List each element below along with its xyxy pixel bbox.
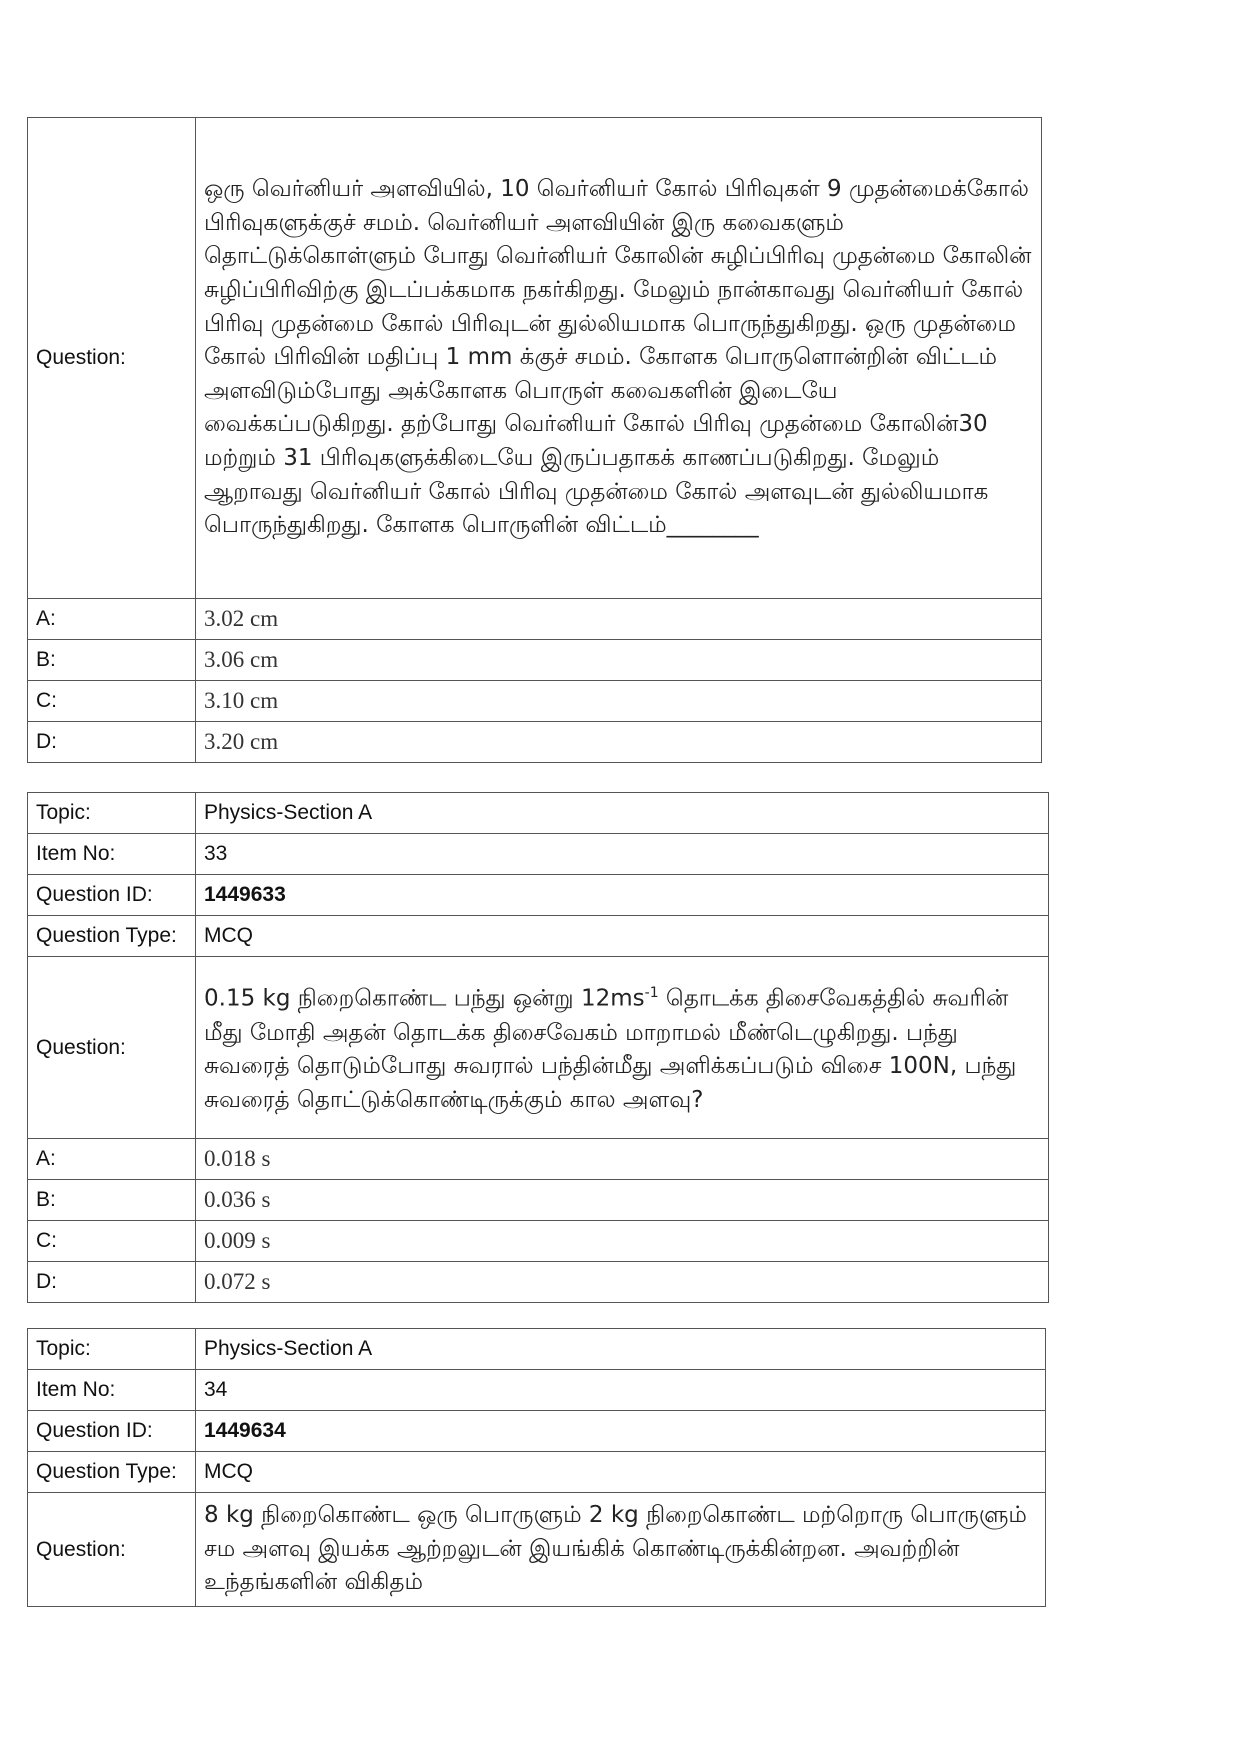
question-label: Question: [28,1493,196,1607]
question-text-part2: தொடக்க திசைவேகத்தில் சுவரின் மீது மோதி அதன் தொடக்க திசைவேகம் மாறாமல் மீண்டெழுகிறது. பந்து சுவரைத் தொடும்போது சுவரால் பந்தின்மீது அளிக்கப்படும் விசை 100N, பந்து சுவரைத் தொட்டுக்கொண்டிருக்கும் கால அளவு? [204,986,1017,1113]
option-b-text: 3.06 cm [196,640,1042,681]
question-type-value: MCQ [196,916,1049,957]
option-c-label: C: [28,1221,196,1262]
question-type-value: MCQ [196,1452,1046,1493]
option-d-text: 3.20 cm [196,722,1042,763]
question-text-part1: 0.15 kg நிறைகொண்ட பந்து ஒன்று 12ms [204,986,645,1013]
option-a-label: A: [28,1139,196,1180]
question-type-label: Question Type: [28,916,196,957]
question-block-34 [27,1328,1046,1607]
option-c-label: C: [28,681,196,722]
option-b-label: B: [28,1180,196,1221]
question-label: Question: [28,118,196,599]
question-id-label: Question ID: [28,1411,196,1452]
option-d-text: 0.072 s [196,1262,1049,1303]
option-c-text: 0.009 s [196,1221,1049,1262]
question-text: ஒரு வெர்னியர் அளவியில், 10 வெர்னியர் கோல் பிரிவுகள் 9 முதன்மைக்கோல் பிரிவுகளுக்குச் சமம். வெர்னியர் அளவியின் இரு கவைகளும் தொட்டுக்கொள்ளும் போது வெர்னியர் கோலின் சுழிப்பிரிவு முதன்மை கோலின் சுழிப்பிரிவிற்கு இடப்பக்கமாக நகர்கிறது. மேலும் நான்காவது வெர்னியர் கோல் பிரிவு முதன்மை கோல் பிரிவுடன் துல்லியமாக பொருந்துகிறது. ஒரு முதன்மை கோல் பிரிவின் மதிப்பு 1 mm க்குச் சமம். கோளக பொருளொன்றின் விட்டம் அளவிடும்போது அக்கோளக பொருள் கவைகளின் இடையே வைக்கப்படுகிறது. தற்போது வெர்னியர் கோல் பிரிவு முதன்மை கோலின்30 மற்றும் 31 பிரிவுகளுக்கிடையே இருப்பதாகக் காணப்படுகிறது. மேலும் ஆறாவது வெர்னியர் கோல் பிரிவு முதன்மை கோல் அளவுடன் துல்லியமாக பொருந்துகிறது. கோளக பொருளின் விட்டம்________ [196,118,1042,599]
option-d-label: D: [28,722,196,763]
question-text: 8 kg நிறைகொண்ட ஒரு பொருளும் 2 kg நிறைகொண்ட மற்றொரு பொருளும் சம அளவு இயக்க ஆற்றலுடன் இயங்கிக் கொண்டிருக்கின்றன. அவற்றின் உந்தங்களின் விகிதம் [196,1493,1046,1607]
option-b-text: 0.036 s [196,1180,1049,1221]
option-a-text: 3.02 cm [196,599,1042,640]
option-a-text: 0.018 s [196,1139,1049,1180]
question-text-superscript: -1 [644,985,659,1002]
topic-label: Topic: [28,793,196,834]
question-id-value: 1449633 [196,875,1049,916]
option-a-label: A: [28,599,196,640]
item-no-value: 33 [196,834,1049,875]
option-b-label: B: [28,640,196,681]
question-block-33 [27,792,1049,1303]
question-block-32 [27,117,1042,763]
item-no-value: 34 [196,1370,1046,1411]
option-d-label: D: [28,1262,196,1303]
item-no-label: Item No: [28,1370,196,1411]
question-type-label: Question Type: [28,1452,196,1493]
question-id-value: 1449634 [196,1411,1046,1452]
question-id-label: Question ID: [28,875,196,916]
topic-label: Topic: [28,1329,196,1370]
question-text [196,957,1049,1139]
question-label: Question: [28,957,196,1139]
item-no-label: Item No: [28,834,196,875]
option-c-text: 3.10 cm [196,681,1042,722]
topic-value: Physics-Section A [196,1329,1046,1370]
topic-value: Physics-Section A [196,793,1049,834]
